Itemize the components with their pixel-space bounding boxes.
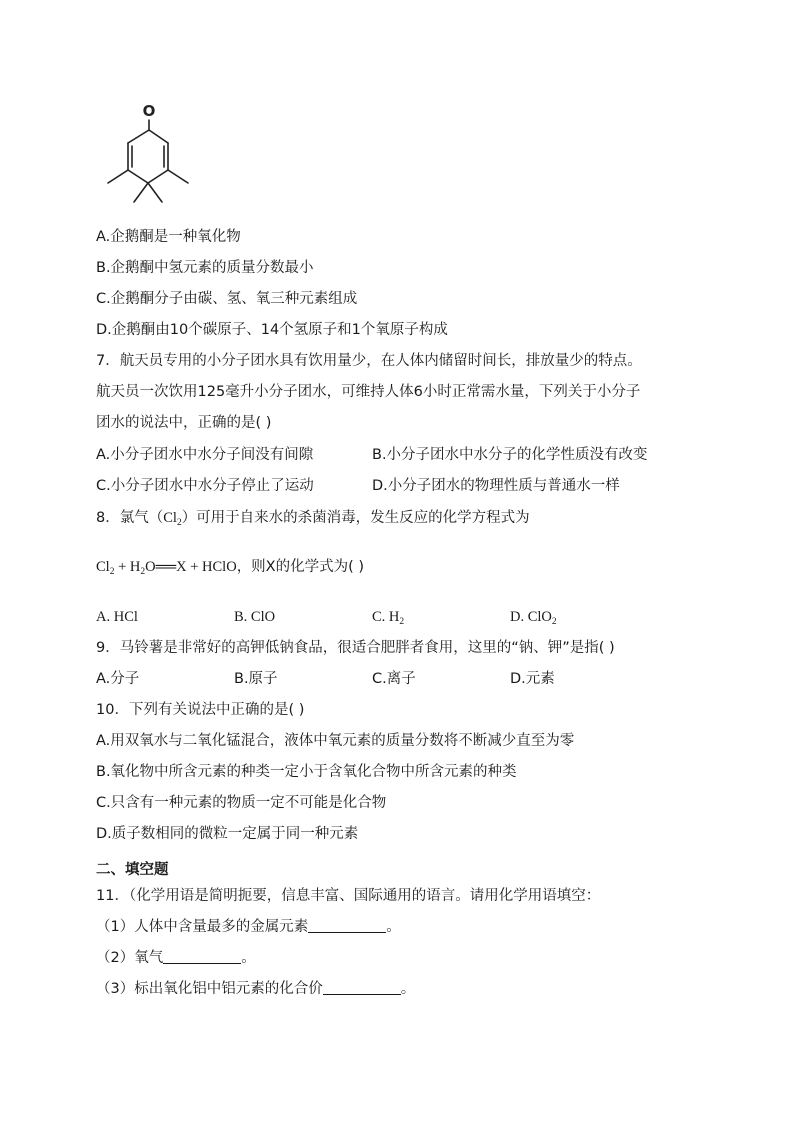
ring-bond [128, 170, 148, 183]
q10-option-c: C.只含有一种元素的物质一定不可能是化合物 [96, 795, 387, 811]
q8-cl2-formula [163, 510, 181, 526]
q8-stem-prefix: 8．氯气（ [96, 510, 164, 526]
q8-stem [96, 508, 530, 533]
q8-option-c [372, 607, 404, 632]
eq-h-sub: 2 [140, 567, 146, 577]
section-heading: 二、填空题 [96, 862, 169, 878]
molecule-structure-diagram [96, 96, 206, 216]
eq-plus-h: + H [114, 559, 141, 575]
oxygen-atom-label: O [142, 102, 156, 120]
q11-item-3 [96, 979, 415, 999]
q6-option-b: B.企鹅酮中氢元素的质量分数最小 [96, 260, 314, 276]
q10-stem: 10．下列有关说法中正确的是( ) [96, 702, 305, 718]
q8-equation-line [96, 557, 364, 582]
cl-symbol: Cl [163, 510, 177, 526]
q11-item-1-end: 。 [386, 919, 401, 935]
q7-option-c: C.小分子团水中水分子停止了运动 [96, 478, 314, 494]
q10-option-b: B.氧化物中所含元素的种类一定小于含氧化合物中所含元素的种类 [96, 764, 517, 780]
q6-option-c: C.企鹅酮分子由碳、氢、氧三种元素组成 [96, 291, 358, 307]
eq-cl: Cl [96, 559, 110, 575]
option-c-sub: 2 [399, 617, 405, 627]
q8-question: ，则X的化学式为( ) [236, 559, 365, 575]
q6-option-d: D.企鹅酮由10个碳原子、14个氢原子和1个氧原子构成 [96, 322, 448, 338]
q8-option-d [510, 607, 557, 632]
q11-stem: 11．（化学用语是简明扼要，信息丰富、国际通用的语言。请用化学用语填空： [96, 888, 601, 904]
option-d-text: D. ClO [510, 609, 552, 625]
eq-o: O [145, 559, 156, 575]
answer-blank[interactable] [163, 949, 241, 964]
q7-stem-line1: 7．航天员专用的小分子团水具有饮用量少，在人体内储留时间长，排放量少的特点。 [96, 353, 642, 369]
answer-blank[interactable] [323, 980, 401, 995]
q11-item-3-text: （3）标出氧化铝中铝元素的化合价 [96, 981, 323, 997]
q11-item-2-end: 。 [241, 950, 256, 966]
eq-arrow: ══ [155, 559, 177, 575]
methyl-bond [148, 183, 162, 202]
q11-item-2-text: （2）氧气 [96, 950, 164, 966]
q7-option-d: D.小分子团水的物理性质与普通水一样 [372, 478, 620, 494]
ring-bond [149, 130, 168, 143]
methyl-bond [168, 170, 188, 183]
q9-option-b: B.原子 [234, 671, 278, 687]
q7-option-a: A.小分子团水中水分子间没有间隙 [96, 447, 314, 463]
methyl-bond [134, 183, 148, 202]
option-d-sub: 2 [551, 617, 557, 627]
cl-subscript: 2 [176, 518, 182, 528]
q11-item-1-text: （1）人体中含量最多的金属元素 [96, 919, 309, 935]
q7-stem-line2: 航天员一次饮用125毫升小分子团水，可维持人体6小时正常需水量，下列关于小分子 [96, 384, 641, 400]
q10-option-a: A.用双氧水与二氧化锰混合，液体中氧元素的质量分数将不断减少直至为零 [96, 733, 575, 749]
q9-stem: 9．马铃薯是非常好的高钾低钠食品，很适合肥胖者食用，这里的“钠、钾”是指( ) [96, 640, 615, 656]
q6-option-a: A.企鹅酮是一种氧化物 [96, 229, 241, 245]
chemical-equation [96, 559, 237, 575]
q9-option-c: C.离子 [372, 671, 416, 687]
q8-stem-suffix: ）可用于自来水的杀菌消毒，发生反应的化学方程式为 [181, 510, 530, 526]
q8-option-b: B. ClO [234, 609, 276, 625]
q8-option-a: A. HCl [96, 609, 138, 625]
option-c-text: C. H [372, 609, 400, 625]
answer-blank[interactable] [308, 918, 386, 933]
q7-stem-line3: 团水的说法中，正确的是( ) [96, 415, 272, 431]
q10-option-d: D.质子数相同的微粒一定属于同一种元素 [96, 826, 359, 842]
q11-item-1 [96, 917, 401, 937]
ring-bond [128, 130, 149, 143]
methyl-bond [108, 170, 128, 183]
eq-cl-sub: 2 [109, 567, 115, 577]
q9-option-d: D.元素 [510, 671, 555, 687]
q9-option-a: A.分子 [96, 671, 140, 687]
q7-option-b: B.小分子团水中水分子的化学性质没有改变 [372, 447, 648, 463]
ring-bond [148, 170, 168, 183]
q11-item-2 [96, 948, 256, 968]
eq-products: X + HClO [176, 559, 237, 575]
q11-item-3-end: 。 [400, 981, 416, 997]
